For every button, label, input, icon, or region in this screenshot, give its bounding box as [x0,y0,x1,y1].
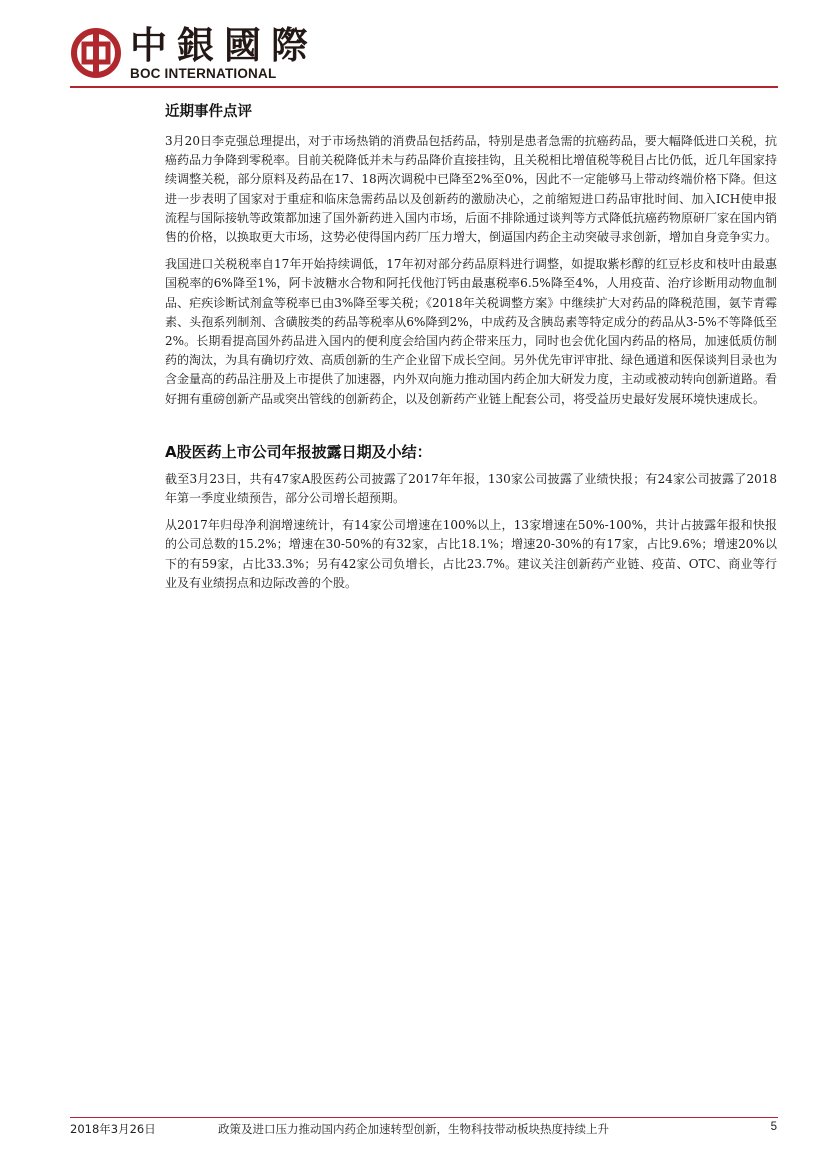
paragraph: 我国进口关税税率自17年开始持续调低，17年初对部分药品原料进行调整，如提取紫杉醇的红豆杉皮和枝叶由最惠国税率的6%降至1%，阿卡波糖水合物和阿托伐他汀钙由最惠税率6.5%降至4%，人用疫苗、治疗诊断用动物血制品、疟疾诊断试剂盒等税率已由3%降至零关税；《2018年关税调整方案》中继续扩大对药品的降税范围，氨苄青霉素、头孢系列制剂、含磺胺类的药品等税率从6%降到2%，中成药及含胰岛素等特定成分的药品从3-5%不等降低至2%。长期看提高国外药品进入国内的便利度会给国内药企带来压力，同时也会优化国内药品的格局，加速低质仿制药的淘汰，为具有确切疗效、高质创新的生产企业留下成长空间。另外优先审评审批、绿色通道和医保谈判目录也为含金量高的药品注册及上市提供了加速器，内外双向施力推动国内药企加大研发力度，主动或被动转向创新道路。看好拥有重磅创新产品或突出管线的创新药企，以及创新药产业链上配套公司，将受益历史最好发展环境快速成长。 [165,257,778,406]
footer-divider [70,1117,778,1118]
paragraph: 从2017年归母净利润增速统计，有14家公司增速在100%以上，13家增速在50%-100%，共计占披露年报和快报的公司总数的15.2%；增速在30-50%的有32家，占比18.1%；增速20-30%的有17家，占比9.6%；增速20%以下的有59家，占比33.3%；另有42家公司负增长，占比23.7%。建议关注创新药产业链、疫苗、OTC、商业等行业及有业绩拐点和边际改善的个股。 [165,518,777,590]
paragraph: 截至3月23日，共有47家A股医药公司披露了2017年年报，130家公司披露了业绩快报；有24家公司披露了2018年第一季度业绩预告，部分公司增长超预期。 [165,471,777,506]
company-name-cn: 中銀國際 [130,24,318,67]
page-number: 5 [770,1121,777,1133]
report-body [165,98,777,601]
header-divider [70,86,778,88]
section-title-recent-events: 近期事件点评 [165,104,252,120]
company-name-en: BOC INTERNATIONAL [130,66,277,81]
footer-report-title: 政策及进口压力推动国内药企加速转型创新，生物科技带动板块热度持续上升 [218,1122,609,1136]
paragraph: 3月20日李克强总理提出，对于市场热销的消费品包括药品，特别是患者急需的抗癌药品，要大幅降低进口关税，抗癌药品力争降到零税率。目前关税降低并未与药品降价直接挂钩，且关税相比增值税等税目占比仍低，近几年国家持续调整关税，部分原料及药品在17、18两次调税中已降至2%至0%，因此不一定能够马上带动终端价格下降。但这进一步表明了国家对于重症和临床急需药品以及创新药的激励决心，之前缩短进口药品审批时间、加入ICH使申报流程与国际接轨等政策都加速了国外新药进入国内市场，后面不排除通过谈判等方式降低抗癌药物原研厂家在国内销售的价格，以换取更大市场，这势必使得国内药厂压力增大，倒逼国内药企主动突破寻求创新，增加自身竞争实力。 [165,134,778,245]
boc-logo-icon [70,27,122,79]
footer-date: 2018年3月26日 [70,1122,156,1136]
section-title-annual-report-disclosure: A股医药上市公司年报披露日期及小结： [165,442,432,461]
